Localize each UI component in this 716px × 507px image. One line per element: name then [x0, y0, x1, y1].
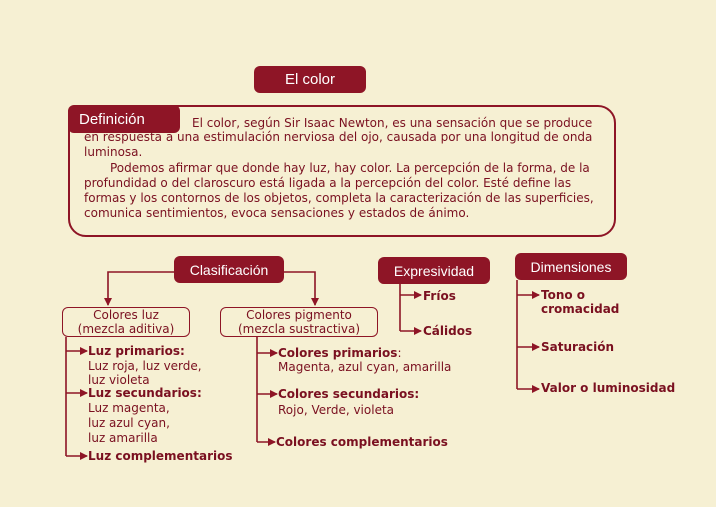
definition-line-7: comunica sentimientos, evoca sensaciones y estados de ánimo. [84, 206, 470, 220]
pig-primarios-items: Magenta, azul cyan, amarilla [278, 360, 452, 374]
luz-primarios-item-2: luz violeta [88, 373, 150, 387]
pig-complementarios-label: Colores complementarios [276, 435, 448, 449]
colores-pigmento-title: Colores pigmento [246, 308, 352, 322]
definition-line-2: en respuesta a una estimulación nerviosa del ojo, causada por una longitud de onda [84, 130, 593, 144]
luz-primarios-item-1: Luz roja, luz verde, [88, 359, 202, 373]
definition-line-4: Podemos afirmar que donde hay luz, hay color. La percepción de la forma, de la [110, 161, 590, 175]
definition-line-3: luminosa. [84, 145, 143, 159]
luz-secundarios-item-1: Luz magenta, [88, 401, 170, 415]
dim-tono-line-1: Tono o [541, 288, 586, 302]
luz-complementarios-label: Luz complementarios [88, 449, 233, 463]
definition-line-5: profundidad o del claroscuro está ligada a la percepción del color. Esté define las [84, 176, 572, 190]
colores-pigmento-box [220, 307, 378, 337]
colores-pigmento-subtitle: (mezcla sustractiva) [237, 321, 361, 336]
pig-secundarios-label: Colores secundarios: [278, 387, 420, 401]
clas-to-luz-arrow [108, 272, 174, 305]
luz-secundarios-label: Luz secundarios: [88, 386, 202, 400]
clas-to-pig-arrow [284, 272, 315, 305]
dim-tono-line-2: cromacidad [541, 302, 620, 316]
pig-primarios-label: Colores primarios [278, 346, 398, 360]
expr-calidos: Cálidos [423, 324, 473, 338]
expr-frios: Fríos [423, 289, 456, 303]
pig-primarios-heading [278, 346, 401, 361]
definition-label: Definición [68, 105, 180, 133]
definition-line-1: El color, según Sir Isaac Newton, es una sensación que se produce [192, 116, 593, 130]
page-title: El color [254, 66, 366, 93]
pig-secundarios-items: Rojo, Verde, violeta [278, 403, 395, 417]
clasificacion-node: Clasificación [174, 256, 284, 283]
pig-primarios-colon: : [397, 346, 402, 360]
colores-luz-title: Colores luz [93, 308, 159, 322]
dim-saturacion: Saturación [541, 340, 615, 354]
expresividad-node: Expresividad [378, 257, 490, 284]
definition-line-6: formas y los contornos de los objetos, completa la caracterización de las superficies, [84, 191, 594, 205]
dim-valor: Valor o luminosidad [541, 381, 676, 395]
dimensiones-node: Dimensiones [515, 253, 627, 280]
luz-secundarios-item-2: luz azul cyan, [88, 416, 170, 430]
colores-luz-box [62, 307, 190, 337]
colores-luz-subtitle: (mezcla aditiva) [77, 321, 175, 336]
luz-primarios-label: Luz primarios: [88, 344, 185, 358]
luz-secundarios-item-3: luz amarilla [88, 431, 158, 445]
